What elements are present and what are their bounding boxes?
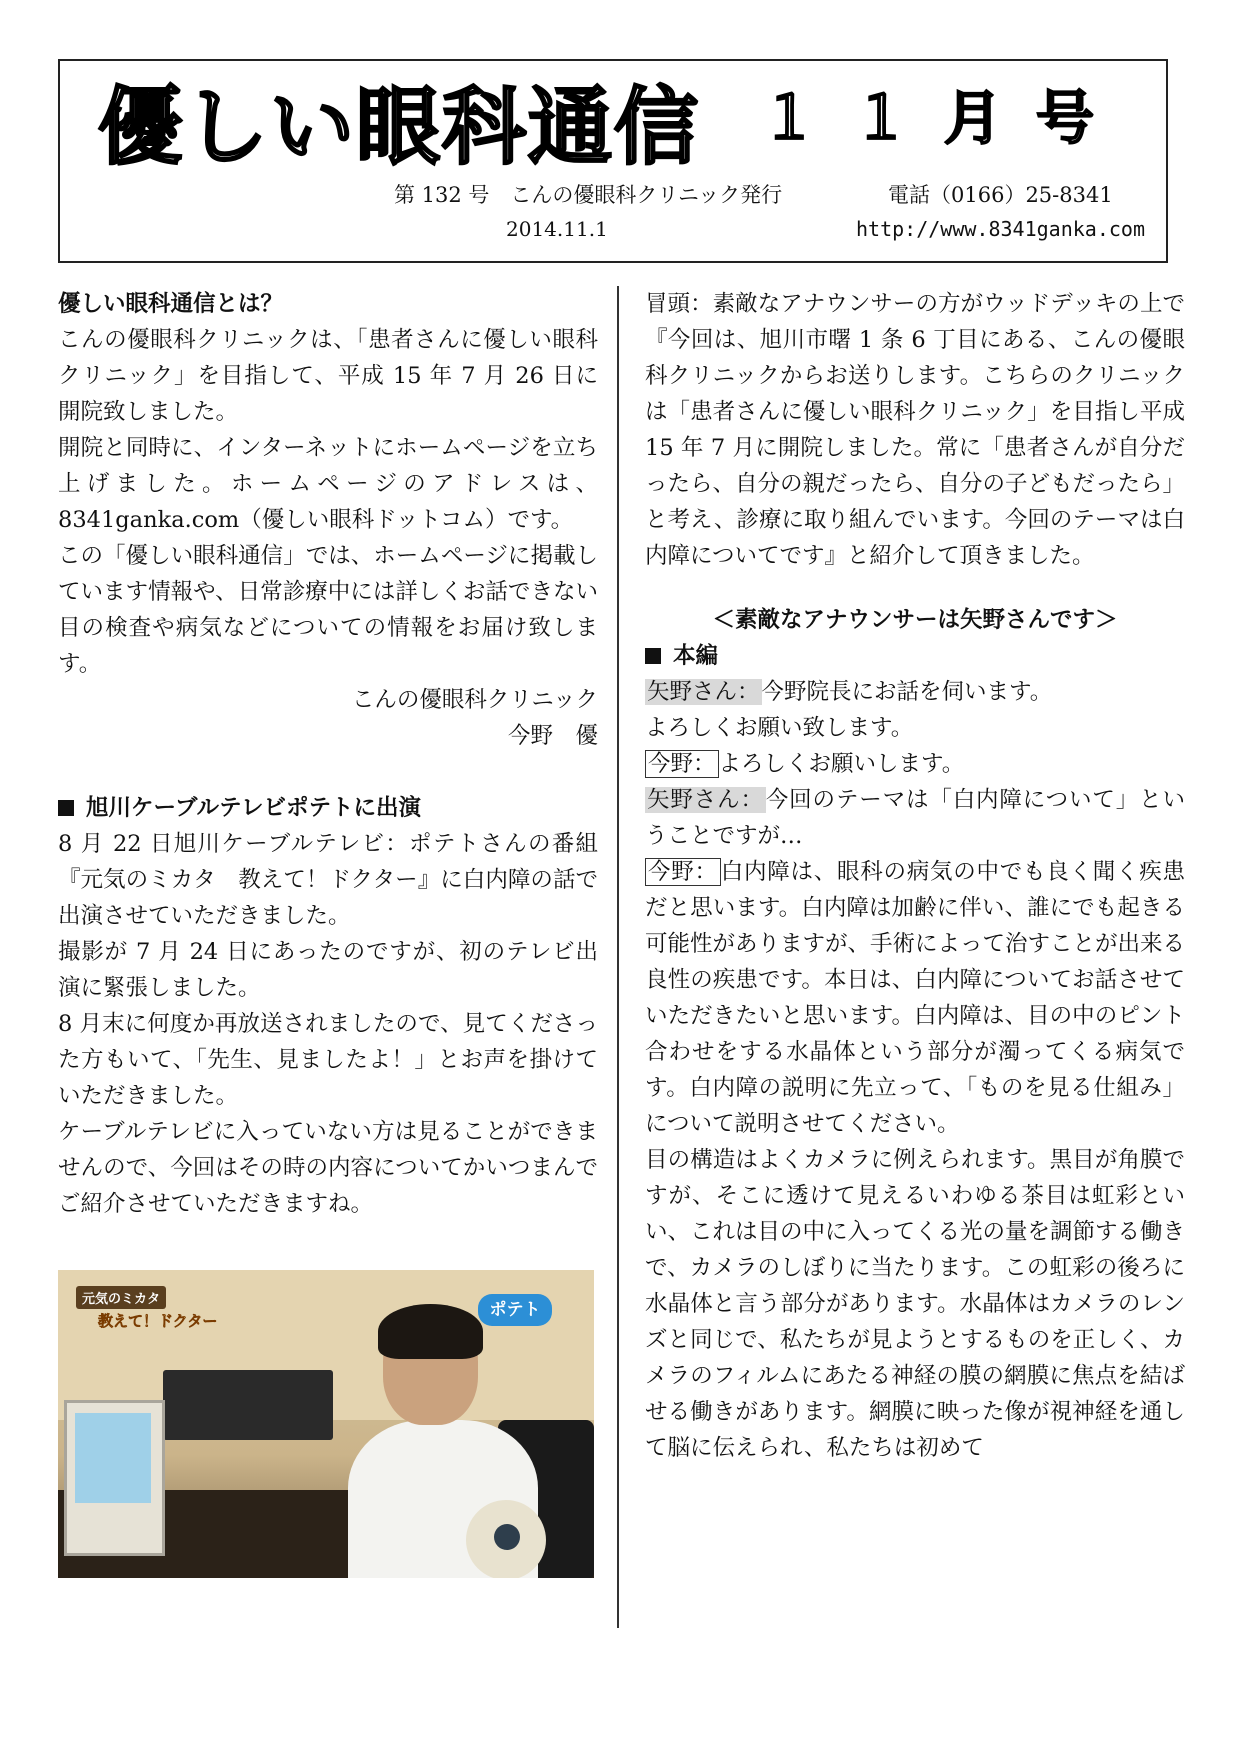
intro-body: こんの優眼科クリニックは、「患者さんに優しい眼科クリニック」を目指して、平成 15 年 7 月 26 日に開院致しました。 開院と同時に、インターネットにホームページを立ち上げました。ホームページのアドレスは、8341ganka.com（優しい眼科ドットコム）です。 この「優しい眼科通信」では、ホームページに掲載しています情報や、日常診療中には詳しくお話できない目の検査や病気などについての情報をお届け致します。 bbox=[58, 327, 598, 677]
doctor-figure bbox=[358, 1310, 508, 1578]
issue-number: 第 132 号 こんの優眼科クリニック発行 bbox=[394, 183, 783, 207]
masthead bbox=[58, 59, 1168, 263]
main-heading-text: 本編 bbox=[673, 643, 719, 669]
issue-date: 2014.11.1 bbox=[506, 217, 608, 241]
tv-heading-text: 旭川ケーブルテレビポテトに出演 bbox=[86, 795, 422, 821]
issue-month: １１月号 bbox=[760, 84, 1129, 152]
right-column bbox=[645, 286, 1185, 1466]
dialogue-line bbox=[645, 746, 1185, 782]
speaker-label: 今野： bbox=[645, 858, 721, 886]
signature-name: 今野 優 bbox=[507, 723, 598, 749]
printer-shape bbox=[163, 1370, 333, 1440]
announcer-caption: ＜素敵なアナウンサーは矢野さんです＞ bbox=[712, 607, 1118, 633]
website-url[interactable]: http://www.8341ganka.com bbox=[856, 217, 1145, 241]
phone-number: 電話（0166）25-8341 bbox=[888, 183, 1113, 207]
monitor-shape bbox=[64, 1400, 165, 1556]
newsletter-title: 優しい眼科通信 bbox=[98, 77, 701, 176]
square-bullet-icon bbox=[645, 648, 661, 664]
tv-section-heading bbox=[58, 790, 598, 826]
dialogue-line bbox=[645, 674, 1185, 746]
signature-clinic: こんの優眼科クリニック bbox=[351, 687, 598, 713]
opening-paragraph: 冒頭：素敵なアナウンサーの方がウッドデッキの上で『今回は、旭川市曙 1 条 6 丁目にある、こんの優眼科クリニックからお送りします。こちらのクリニックは「患者さんに優しい眼科クリニック」を目指し平成 15 年 7 月に開院しました。常に「患者さんが自分だったら、自分の親だったら、自分の子どもだったら」と考え、診療に取り組んでいます。今回のテーマは白内障についてです』と紹介して頂きました。 bbox=[645, 291, 1186, 569]
left-column bbox=[58, 286, 598, 1222]
potato-logo: ポテト bbox=[478, 1294, 552, 1326]
program-caption: 元気のミカタ bbox=[76, 1286, 166, 1309]
tv-broadcast-photo bbox=[58, 1270, 594, 1578]
square-bullet-icon bbox=[58, 800, 74, 816]
dialogue-text: 今野院長にお話を伺います。 よろしくお願い致します。 bbox=[645, 679, 1053, 741]
speaker-label: 矢野さん： bbox=[647, 787, 764, 813]
eye-model-icon bbox=[466, 1500, 546, 1578]
dialogue-line bbox=[645, 854, 1185, 1466]
speaker-label: 今野： bbox=[645, 750, 719, 778]
main-section-heading bbox=[645, 638, 1185, 674]
program-subcaption: 教えて！ドクター bbox=[98, 1312, 218, 1330]
intro-heading: 優しい眼科通信とは？ bbox=[58, 291, 284, 317]
tv-section-body: 8 月 22 日旭川ケーブルテレビ：ポテトさんの番組『元気のミカタ 教えて！ドクター』に白内障の話で出演させていただきました。 撮影が 7 月 24 日にあったのですが、初のテレビ出演に緊張しました。 8 月末に何度か再放送されましたので、見てくださった方もいて、「先生、見ましたよ！」とお声を掛けていただきました。 ケーブルテレビに入っていない方は見ることができませんので、今回はその時の内容についてかいつまんでご紹介させていただきますね。 bbox=[58, 831, 598, 1217]
column-divider bbox=[617, 286, 619, 1628]
dialogue-line bbox=[645, 782, 1185, 854]
dialogue-text: よろしくお願いします。 bbox=[718, 751, 965, 777]
dialogue-text: 白内障は、眼科の病気の中でも良く聞く疾患だと思います。白内障は加齢に伴い、誰にでも起きる可能性がありますが、手術によって治すことが出来る良性の疾患です。本日は、白内障についてお話させていただきたいと思います。白内障は、目の中のピント合わせをする水晶体という部分が濁ってくる病気です。白内障の説明に先立って、「ものを見る仕組み」について説明させてください。 目の構造はよくカメラに例えられます。黒目が角膜ですが、そこに透けて見えるいわゆる茶目は虹彩といい、これは目の中に入ってくる光の量を調節する働きで、カメラのしぼりに当たります。この虹彩の後ろに水晶体と言う部分があります。水晶体はカメラのレンズと同じで、私たちが見ようとするものを正しく、カメラのフィルムにあたる神経の膜の網膜に焦点を結ばせる働きがあります。網膜に映った像が視神経を通して脳に伝えられ、私たちは初めて bbox=[645, 859, 1186, 1461]
speaker-label: 矢野さん： bbox=[647, 679, 760, 705]
dialogue-text: 今回のテーマは「白内障について」ということですが… bbox=[645, 787, 1185, 849]
